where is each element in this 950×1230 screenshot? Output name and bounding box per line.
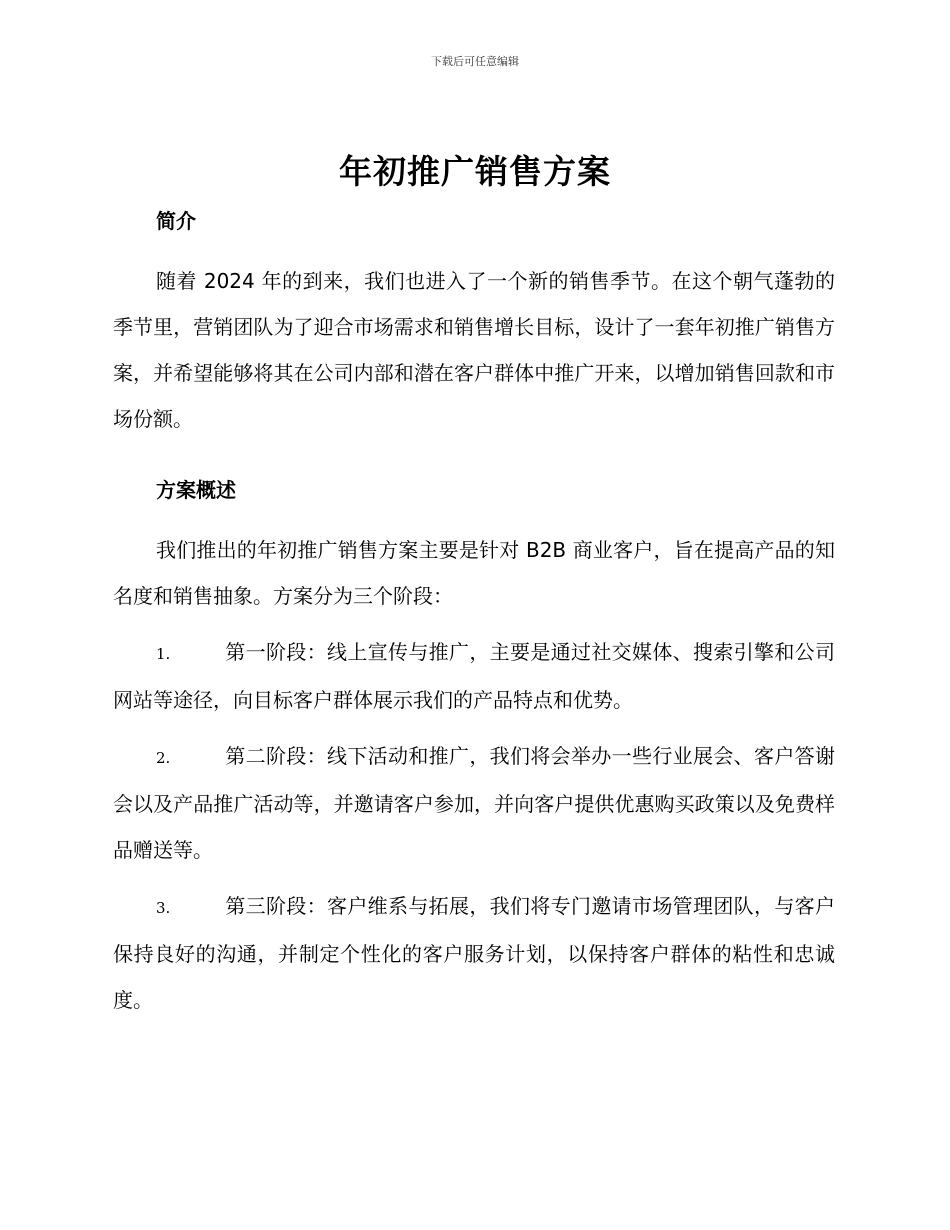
phase-list — [113, 629, 835, 1023]
list-item — [113, 629, 835, 723]
section-heading-overview: 方案概述 — [156, 478, 236, 502]
document-title: 年初推广销售方案 — [339, 152, 611, 191]
list-item-text: 第三阶段：客户维系与拓展，我们将专门邀请市场管理团队，与客户保持良好的沟通，并制定个性化的客户服务计划，以保持客户群体的粘性和忠诚度。 — [113, 894, 835, 1012]
list-item-number: 2. — [156, 749, 171, 767]
list-item-text: 第一阶段：线上宣传与推广，主要是通过社交媒体、搜索引擎和公司网站等途径，向目标客户群体展示我们的产品特点和优势。 — [113, 640, 835, 712]
list-item — [113, 733, 835, 873]
list-item-text: 第二阶段：线下活动和推广，我们将会举办一些行业展会、客户答谢会以及产品推广活动等，并邀请客户参加，并向客户提供优惠购买政策以及免费样品赠送等。 — [113, 744, 835, 862]
list-item-number: 1. — [156, 645, 171, 663]
overview-paragraph: 我们推出的年初推广销售方案主要是针对 B2B 商业客户，旨在提高产品的知名度和销售抽象。方案分为三个阶段： — [113, 538, 835, 608]
document-body — [113, 200, 835, 1033]
list-item — [113, 883, 835, 1023]
header-note: 下载后可任意编辑 — [431, 55, 519, 68]
intro-paragraph: 随着 2024 年的到来，我们也进入了一个新的销售季节。在这个朝气蓬勃的季节里，营销团队为了迎合市场需求和销售增长目标，设计了一套年初推广销售方案，并希望能够将其在公司内部和潜在客户群体中推广开来，以增加销售回款和市场份额。 — [113, 269, 835, 431]
section-heading-intro: 简介 — [156, 209, 196, 233]
list-item-number: 3. — [156, 899, 171, 917]
